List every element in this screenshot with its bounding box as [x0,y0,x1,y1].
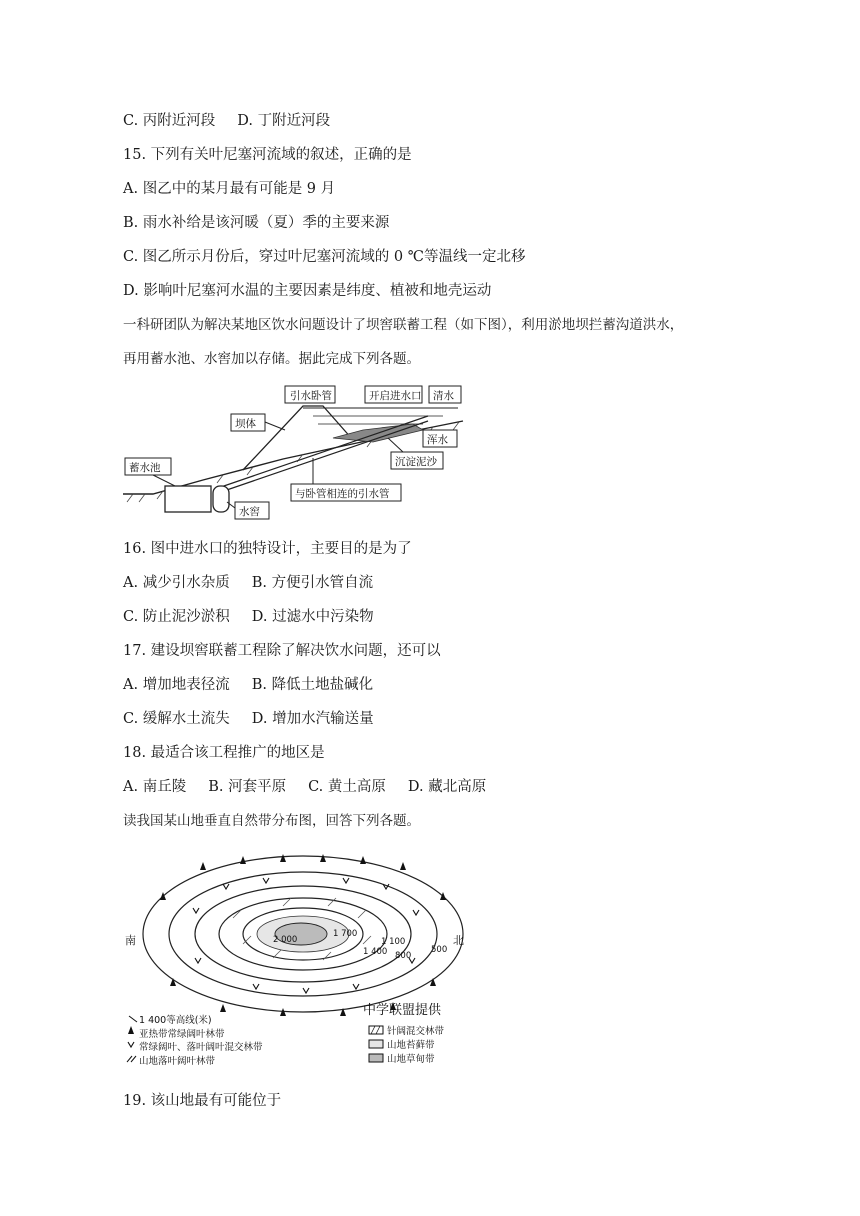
option-b: B. 河套平原 [208,779,287,795]
intro1-line2: 再用蓄水池、水窖加以存储。据此完成下列各题。 [123,351,420,367]
label-muddy-water: 浑水 [427,434,448,446]
dam-cellar-diagram [123,380,473,525]
legend-contour: 1 400等高线(米) [139,1015,212,1026]
legend-evergreen: 亚热带常绿阔叶林带 [139,1029,225,1040]
option-c: C. 防止泥沙淤积 [123,609,230,625]
q18-options [123,777,486,797]
q16-stem: 16. 图中进水口的独特设计，主要目的是为了 [123,541,412,557]
label-clear-water: 清水 [433,390,454,402]
option-a: A. 增加地表径流 [123,677,230,693]
label-connect-pipe: 与卧管相连的引水管 [295,488,390,500]
q17-options-ab [123,675,373,695]
q17-options-cd [123,709,374,729]
contour-label-2000: 2 000 [273,935,298,945]
option-b: B. 方便引水管自流 [251,575,374,591]
option-d: D. 增加水汽输送量 [251,711,374,727]
legend-conifer-mixed: 针阔混交林带 [387,1026,445,1037]
q14-options-cd [123,111,330,131]
label-pool: 蓄水池 [129,462,161,474]
option-d: D. 过滤水中污染物 [251,609,374,625]
option-a: A. 减少引水杂质 [123,575,230,591]
label-pipe-in: 引水卧管 [290,390,332,402]
q19-stem: 19. 该山地最有可能位于 [123,1093,282,1109]
legend-meadow: 山地草甸带 [387,1054,435,1065]
label-dam: 坝体 [235,418,256,430]
north-label: 北 [453,934,464,947]
contour-label-500: 500 [431,945,448,955]
option-b: B. 降低土地盐碱化 [251,677,374,693]
option-d: D. 藏北高原 [407,779,487,795]
legend-moss: 山地苔藓带 [387,1040,435,1051]
q16-options-cd [123,607,374,627]
option-c: C. 缓解水土流失 [123,711,230,727]
q15-option-d: D. 影响叶尼塞河水温的主要因素是纬度、植被和地壳运动 [123,283,492,299]
contour-label-800: 800 [395,951,412,961]
option-a: A. 南丘陵 [123,779,187,795]
contour-label-1400: 1 400 [363,947,388,957]
label-sediment: 沉淀泥沙 [395,456,437,468]
q15-option-b: B. 雨水补给是该河暖（夏）季的主要来源 [123,215,390,231]
label-cellar: 水窖 [239,506,260,518]
legend-mixed: 常绿阔叶、落叶阔叶混交林带 [139,1042,263,1053]
option-c: C. 丙附近河段 [123,113,216,129]
credit-label: 中学联盟提供 [363,1003,442,1018]
label-inlet: 开启进水口 [369,390,422,402]
legend-deciduous: 山地落叶阔叶林带 [139,1056,216,1067]
q17-stem: 17. 建设坝窖联蓄工程除了解决饮水问题，还可以 [123,643,441,659]
south-label: 南 [125,934,136,947]
contour-label-1700: 1 700 [333,929,358,939]
q18-stem: 18. 最适合该工程推广的地区是 [123,745,325,761]
intro1-line1: 一科研团队为解决某地区饮水问题设计了坝窖联蓄工程（如下图），利用淤地坝拦蓄沟道洪水， [123,317,684,333]
vertical-zone-map [123,848,483,1074]
option-c: C. 黄土高原 [308,779,386,795]
q15-stem: 15. 下列有关叶尼塞河流域的叙述，正确的是 [123,147,412,163]
contour-label-1100: 1 100 [381,937,406,947]
q16-options-ab [123,573,373,593]
q15-option-c: C. 图乙所示月份后，穿过叶尼塞河流域的 0 ℃等温线一定北移 [123,249,526,265]
intro2-line1: 读我国某山地垂直自然带分布图，回答下列各题。 [123,813,420,829]
q15-option-a: A. 图乙中的某月最有可能是 9 月 [123,181,336,197]
option-d: D. 丁附近河段 [237,113,331,129]
